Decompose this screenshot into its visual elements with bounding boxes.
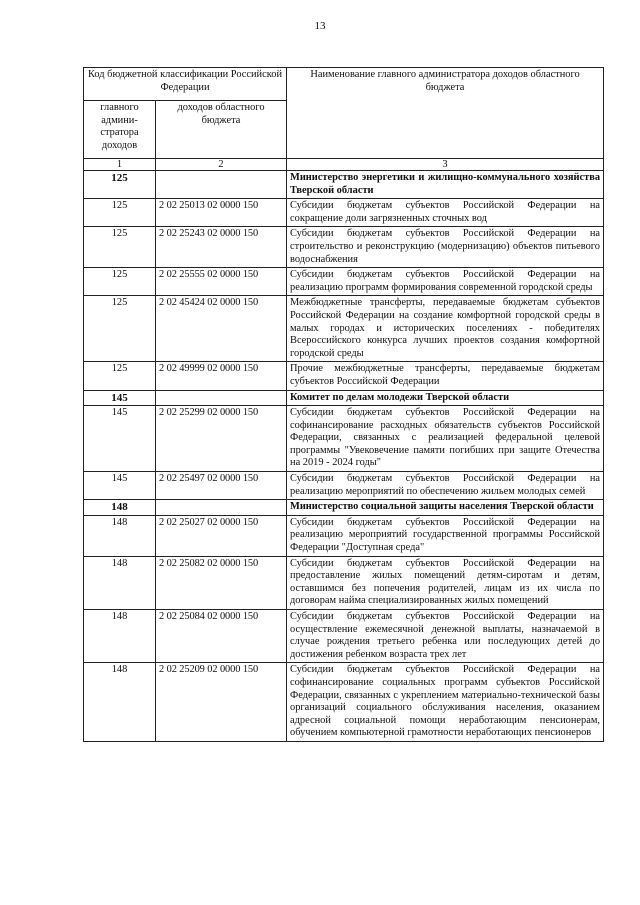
table-row (84, 406, 604, 472)
table-row (84, 199, 604, 227)
page-number: 13 (314, 20, 326, 32)
budget-classification-table (83, 67, 604, 742)
table-row (84, 227, 604, 268)
revenue-code-cell (156, 390, 287, 406)
revenue-name-cell: Прочие межбюджетные трансферты, передаваемые бюджетам субъектов Российской Федерации (287, 362, 604, 390)
admin-code-cell: 148 (84, 663, 156, 742)
revenue-code-cell: 2 02 25027 02 0000 150 (156, 515, 287, 556)
admin-code-cell: 125 (84, 199, 156, 227)
table-row (84, 362, 604, 390)
table-row (84, 663, 604, 742)
revenue-name-cell: Межбюджетные трансферты, передаваемые бюджетам субъектов Российской Федерации на создание комфортной городской среды в малых городах и исторических поселениях - победителях Всероссийского конкурса лучших проектов создания комфортной городской среды (287, 296, 604, 362)
column-number-3: 3 (287, 159, 604, 171)
section-row (84, 500, 604, 516)
section-row (84, 390, 604, 406)
revenue-code-cell: 2 02 25013 02 0000 150 (156, 199, 287, 227)
column-number-2: 2 (156, 159, 287, 171)
admin-code-cell: 125 (84, 227, 156, 268)
admin-code-cell: 125 (84, 171, 156, 199)
revenue-name-cell: Субсидии бюджетам субъектов Российской Федерации на предоставление жилых помещений детям-сиротам и детям, оставшимся без попечения родителей, лицам из их числа по договорам найма специализированных жилых помещений (287, 556, 604, 609)
revenue-code-cell: 2 02 25243 02 0000 150 (156, 227, 287, 268)
table-body (84, 171, 604, 742)
admin-code-cell: 145 (84, 472, 156, 500)
revenue-code-cell: 2 02 25084 02 0000 150 (156, 610, 287, 663)
table-row (84, 472, 604, 500)
admin-code-cell: 125 (84, 362, 156, 390)
revenue-name-cell: Субсидии бюджетам субъектов Российской Федерации на реализацию мероприятий государственной программы Российской Федерации "Доступная среда" (287, 515, 604, 556)
revenue-code-cell: 2 02 25209 02 0000 150 (156, 663, 287, 742)
revenue-name-cell: Субсидии бюджетам субъектов Российской Федерации на осуществление ежемесячной денежной выплаты, назначаемой в случае рождения третьего ребенка или последующих детей до достижения ребенком возраста трех лет (287, 610, 604, 663)
revenue-code-cell (156, 171, 287, 199)
header-budget-code-group: Код бюджетной классификации Российской Федерации (84, 68, 287, 101)
revenue-code-cell: 2 02 45424 02 0000 150 (156, 296, 287, 362)
administrator-name-cell: Министерство энергетики и жилищно-коммунального хозяйства Тверской области (287, 171, 604, 199)
header-administrator-name: Наименование главного администратора доходов областного бюджета (287, 68, 604, 159)
admin-code-cell: 148 (84, 500, 156, 516)
admin-code-cell: 148 (84, 515, 156, 556)
revenue-name-cell: Субсидии бюджетам субъектов Российской Федерации на строительство и реконструкцию (модернизацию) объектов питьевого водоснабжения (287, 227, 604, 268)
section-row (84, 171, 604, 199)
admin-code-cell: 145 (84, 406, 156, 472)
administrator-name-cell: Комитет по делам молодежи Тверской области (287, 390, 604, 406)
revenue-code-cell: 2 02 25299 02 0000 150 (156, 406, 287, 472)
admin-code-cell: 148 (84, 610, 156, 663)
header-revenue-code: доходов областного бюджета (156, 101, 287, 159)
admin-code-cell: 148 (84, 556, 156, 609)
table-row (84, 610, 604, 663)
header-row-group (84, 68, 604, 101)
administrator-name-cell: Министерство социальной защиты населения Тверской области (287, 500, 604, 516)
column-number-row (84, 159, 604, 171)
revenue-name-cell: Субсидии бюджетам субъектов Российской Федерации на реализацию программ формирования современной городской среды (287, 268, 604, 296)
revenue-code-cell: 2 02 49999 02 0000 150 (156, 362, 287, 390)
table-row (84, 556, 604, 609)
header-admin-code: главного админи-стратора доходов (84, 101, 156, 159)
admin-code-cell: 145 (84, 390, 156, 406)
revenue-code-cell: 2 02 25082 02 0000 150 (156, 556, 287, 609)
table-row (84, 515, 604, 556)
table-row (84, 296, 604, 362)
column-number-1: 1 (84, 159, 156, 171)
revenue-name-cell: Субсидии бюджетам субъектов Российской Федерации на реализацию мероприятий по обеспечению жильем молодых семей (287, 472, 604, 500)
revenue-code-cell: 2 02 25497 02 0000 150 (156, 472, 287, 500)
revenue-code-cell: 2 02 25555 02 0000 150 (156, 268, 287, 296)
admin-code-cell: 125 (84, 296, 156, 362)
revenue-name-cell: Субсидии бюджетам субъектов Российской Федерации на софинансирование расходных обязательств субъектов Российской Федерации, связанных с реализацией федеральной целевой программы "Увековечение памяти погибших при защите Отечества на 2019 - 2024 годы" (287, 406, 604, 472)
admin-code-cell: 125 (84, 268, 156, 296)
revenue-name-cell: Субсидии бюджетам субъектов Российской Федерации на сокращение доли загрязненных сточных вод (287, 199, 604, 227)
table-row (84, 268, 604, 296)
revenue-name-cell: Субсидии бюджетам субъектов Российской Федерации на софинансирование социальных программ субъектов Российской Федерации, связанных с укреплением материально-технической базы организаций социального обслуживания населения, оказанием адресной социальной помощи неработающим пенсионерам, обучением компьютерной грамотности неработающих пенсионеров (287, 663, 604, 742)
revenue-code-cell (156, 500, 287, 516)
